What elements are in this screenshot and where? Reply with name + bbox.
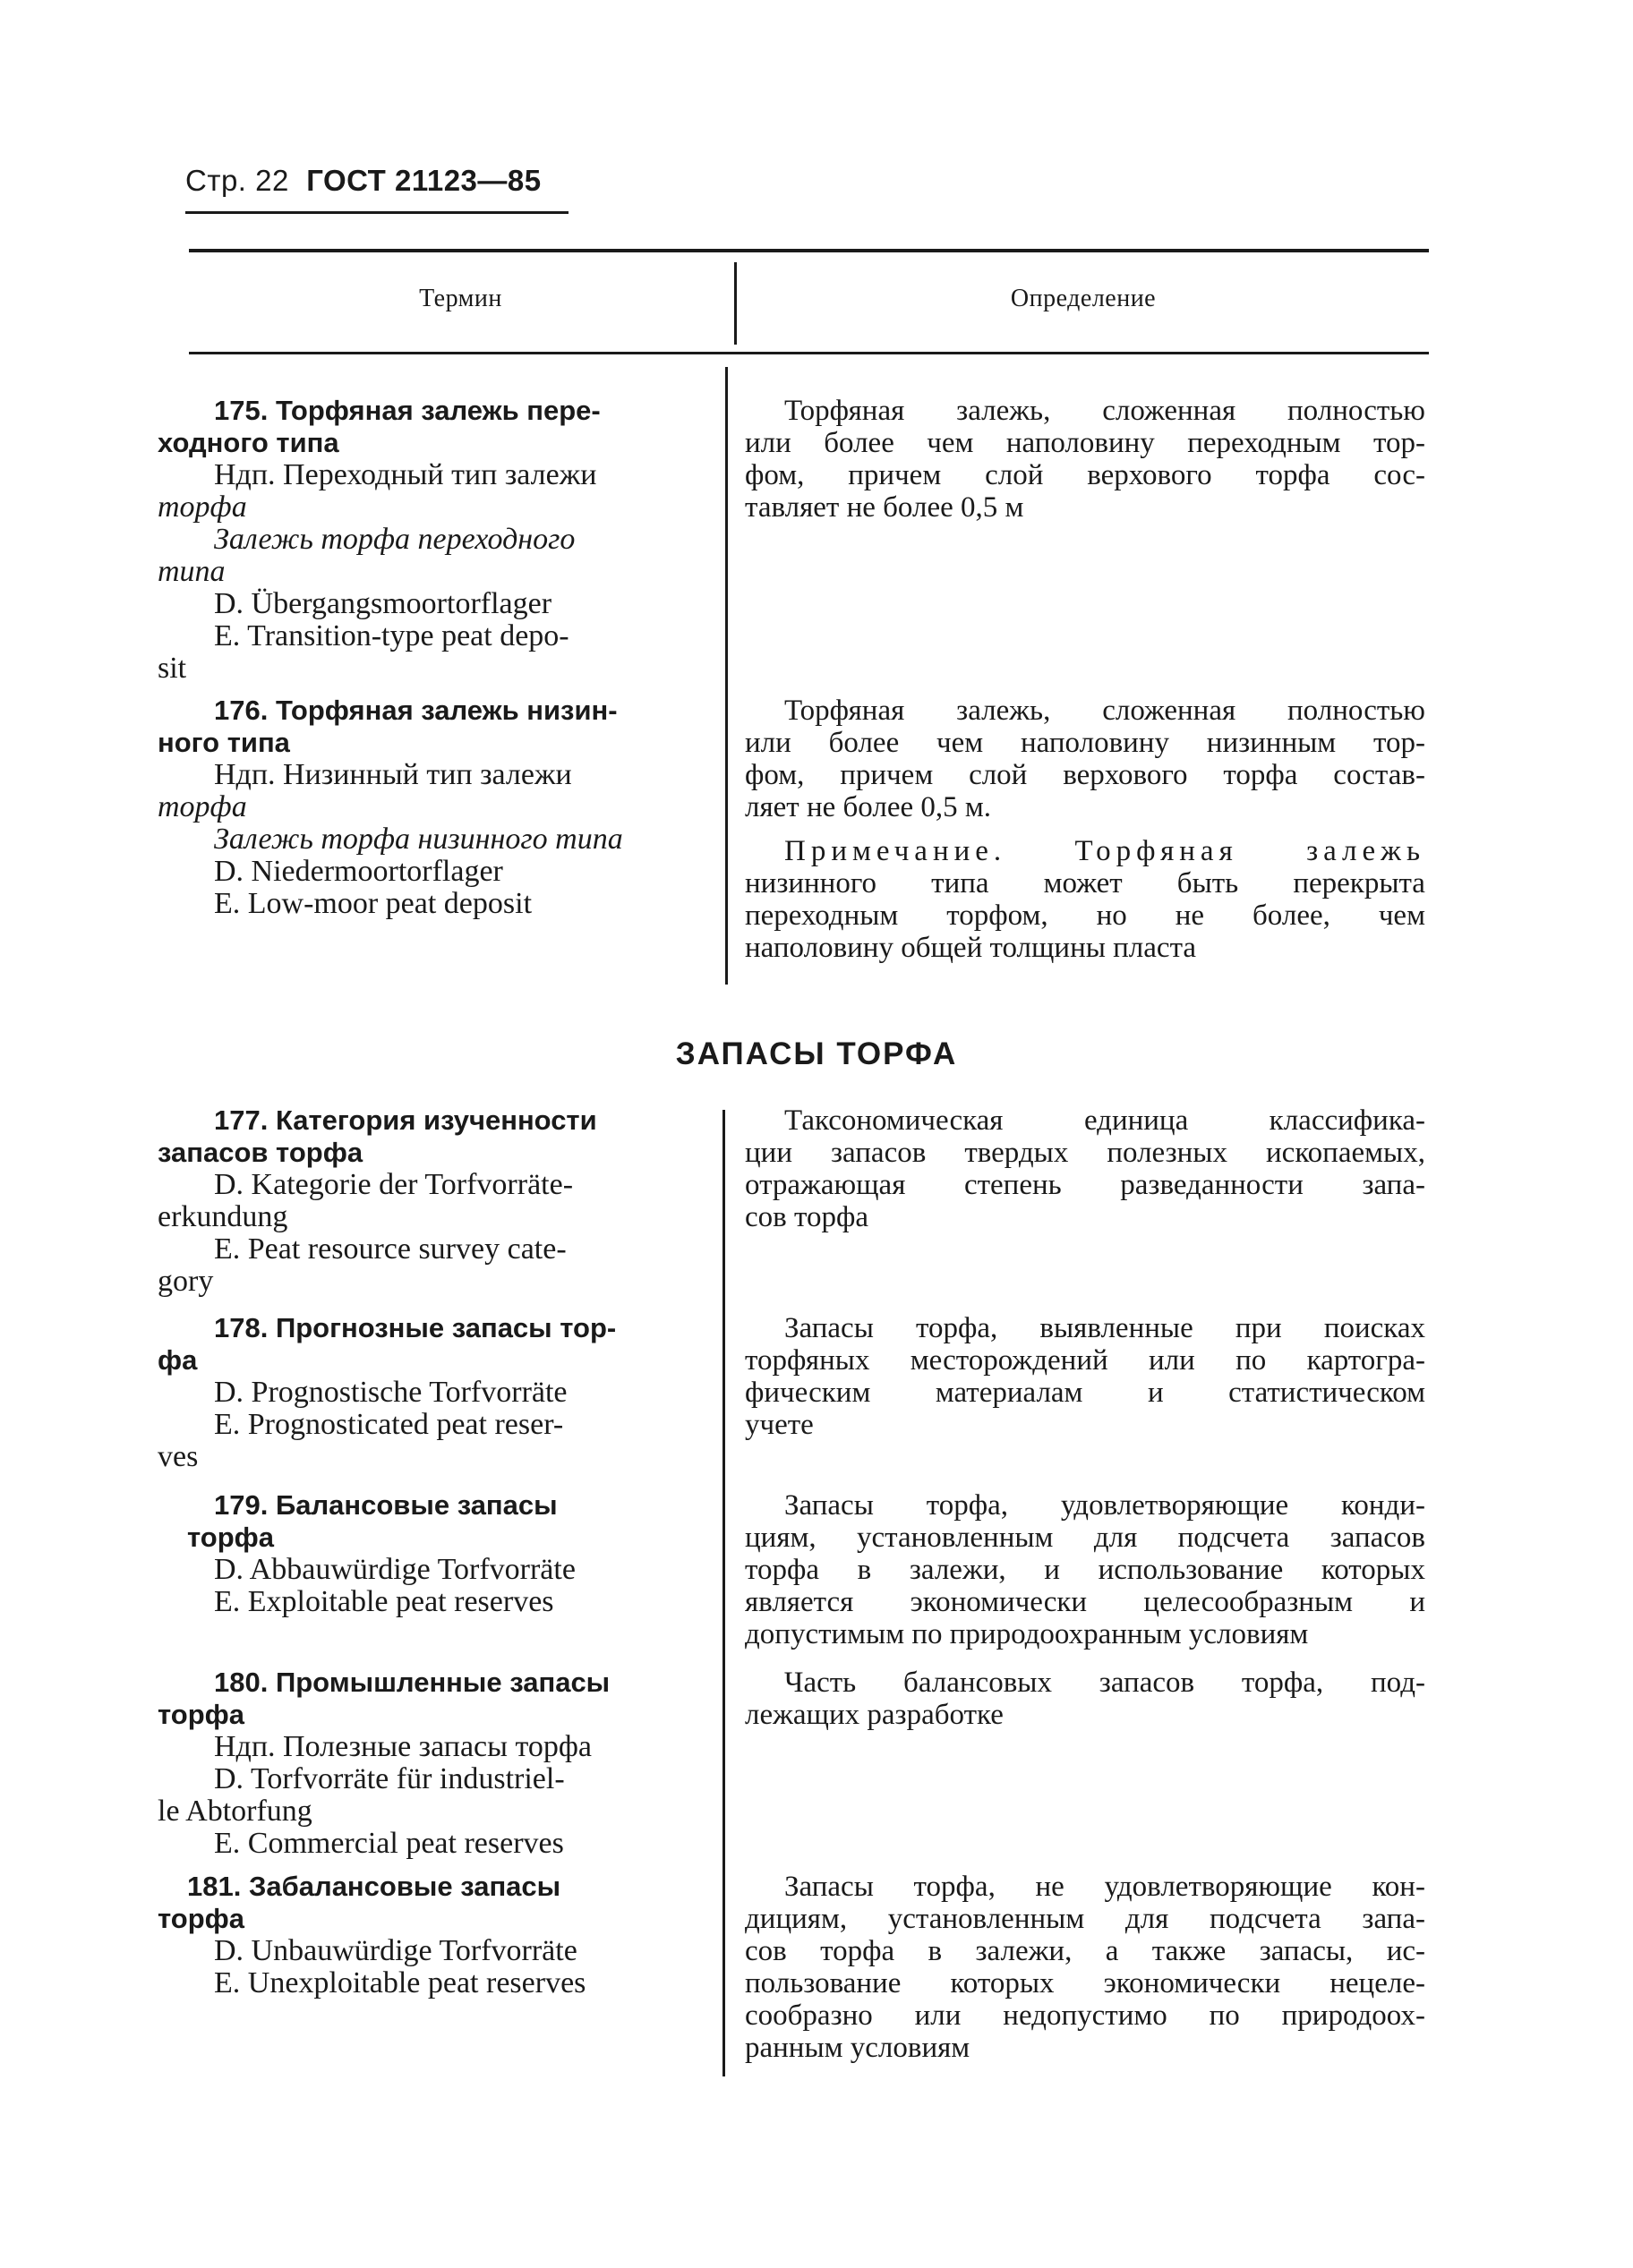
word: более <box>828 727 900 759</box>
word: не <box>1175 900 1205 932</box>
word: целесообразным <box>1143 1586 1353 1618</box>
word: экономически <box>910 1586 1088 1618</box>
word: чем <box>1378 900 1425 932</box>
term-en-cont: gory <box>158 1265 214 1298</box>
term-en: E. Peat resource survey cate- <box>214 1232 567 1266</box>
word: быть <box>1176 867 1239 900</box>
definition-line <box>745 727 1425 759</box>
word: торфа <box>820 1935 895 1967</box>
word: торфа <box>1255 459 1330 491</box>
term-title: торфа <box>158 1903 245 1934</box>
word: также <box>1151 1935 1227 1967</box>
word: по <box>1235 1344 1267 1377</box>
definition-line <box>745 1377 1425 1409</box>
term-181 <box>158 1871 695 1999</box>
word: дициям, <box>745 1903 848 1935</box>
word: Примечание. <box>784 835 1007 867</box>
definition-line <box>745 759 1425 791</box>
word: в <box>928 1935 943 1967</box>
word: степень <box>963 1169 1062 1201</box>
word: запасов <box>1099 1667 1195 1699</box>
definition-line <box>745 1137 1425 1169</box>
word: Часть <box>784 1667 857 1699</box>
term-npd-cont: торфа <box>158 790 247 823</box>
word: залежь, <box>956 695 1051 727</box>
term-175 <box>158 395 695 685</box>
term-title: торфа <box>187 1522 275 1553</box>
word: торфа <box>1223 759 1298 791</box>
definition-line <box>745 1967 1425 1999</box>
term-synonym-cont: типа <box>158 555 226 588</box>
word: слой <box>969 759 1028 791</box>
page-number: Стр. 22 <box>185 164 289 197</box>
word: сообразно <box>745 1999 873 2032</box>
word: торфа <box>745 1554 820 1586</box>
definition-line: сов торфа <box>745 1201 868 1233</box>
term-title: ного типа <box>158 727 290 758</box>
word: установленным <box>857 1522 1054 1554</box>
term-title: 181. Забалансовые запасы <box>187 1871 561 1902</box>
definition-line: лежащих разработке <box>745 1699 1004 1731</box>
word: верхового <box>1087 459 1212 491</box>
definition-line <box>745 1489 1425 1522</box>
definition-line <box>745 1554 1425 1586</box>
word: природоох- <box>1281 1999 1425 2032</box>
word: полностью <box>1287 695 1425 727</box>
column-header-term: Термин <box>419 285 502 312</box>
word: запа- <box>1362 1169 1425 1201</box>
term-title: ходного типа <box>158 427 339 458</box>
word: чем <box>927 427 974 459</box>
definition-line <box>745 427 1425 459</box>
word: или <box>1148 1344 1195 1377</box>
definition-line <box>745 1312 1425 1344</box>
word: пользование <box>745 1967 902 1999</box>
term-179 <box>158 1489 695 1618</box>
word: и <box>1147 1377 1164 1409</box>
word: картогра- <box>1306 1344 1425 1377</box>
word: фическим <box>745 1377 871 1409</box>
word: типа <box>931 867 989 900</box>
definition-175 <box>745 395 1425 524</box>
word: Торфяная <box>784 395 905 427</box>
definition-line <box>745 1935 1425 1967</box>
term-de: D. Abbauwürdige Torfvorräte <box>214 1553 576 1586</box>
word: сов <box>745 1935 787 1967</box>
column-divider-lower <box>722 1110 725 2076</box>
word: тор- <box>1372 427 1425 459</box>
definition-line <box>745 459 1425 491</box>
term-180 <box>158 1667 695 1860</box>
word: сложенная <box>1102 695 1236 727</box>
term-npd: Ндп. Переходный тип залежи <box>214 458 597 491</box>
word: Таксономическая <box>784 1104 1004 1137</box>
term-en: E. Low-moor peat deposit <box>214 887 533 920</box>
word: залежи, <box>909 1554 1006 1586</box>
definition-line <box>745 395 1425 427</box>
word: и <box>1409 1586 1425 1618</box>
word: удовлетворяющие <box>1060 1489 1289 1522</box>
term-en: E. Commercial peat reserves <box>214 1827 564 1860</box>
word: является <box>745 1586 854 1618</box>
word: кон- <box>1372 1871 1425 1903</box>
word: в <box>857 1554 872 1586</box>
word: разведанности <box>1120 1169 1304 1201</box>
word: наполовину <box>1021 727 1169 759</box>
term-en: E. Exploitable peat reserves <box>214 1585 554 1618</box>
word: использование <box>1098 1554 1284 1586</box>
word: более <box>824 427 894 459</box>
definition-line: допустимым по природоохранным условиям <box>745 1618 1309 1650</box>
word: выявленные <box>1039 1312 1193 1344</box>
definition-line <box>745 1586 1425 1618</box>
word: для <box>1093 1522 1138 1554</box>
note-176 <box>745 835 1425 964</box>
word: причем <box>848 459 942 491</box>
word: слой <box>985 459 1044 491</box>
word: состав- <box>1333 759 1425 791</box>
word: балансовых <box>903 1667 1052 1699</box>
word: торфяных <box>745 1344 870 1377</box>
word: верхового <box>1063 759 1188 791</box>
word: твердых <box>964 1137 1069 1169</box>
term-de: D. Übergangsmoortorflager <box>214 587 552 620</box>
word: для <box>1124 1903 1169 1935</box>
term-title: 176. Торфяная залежь низин- <box>214 695 618 726</box>
term-synonym: Залежь торфа низинного типа <box>214 823 623 856</box>
header-underline <box>185 211 569 214</box>
word: залежи, <box>975 1935 1073 1967</box>
word: запасов <box>831 1137 927 1169</box>
term-en-cont: ves <box>158 1440 199 1473</box>
definition-181 <box>745 1871 1425 2064</box>
term-title: 175. Торфяная залежь пере- <box>214 395 601 426</box>
definition-line: ранным условиям <box>745 2032 970 2064</box>
word: полностью <box>1287 395 1425 427</box>
word: при <box>1235 1312 1282 1344</box>
word: которых <box>950 1967 1055 1999</box>
word: может <box>1043 867 1123 900</box>
standard-code: ГОСТ 21123—85 <box>306 164 542 197</box>
word: подсчета <box>1177 1522 1290 1554</box>
word: перекрыта <box>1293 867 1425 900</box>
definition-line <box>745 1667 1425 1699</box>
word: недопустимо <box>1003 1999 1167 2032</box>
word: под- <box>1371 1667 1425 1699</box>
word: низинного <box>745 867 877 900</box>
word: фом, <box>745 459 805 491</box>
term-title: фа <box>158 1344 198 1376</box>
word: удовлетворяющие <box>1104 1871 1332 1903</box>
word: переходным <box>1187 427 1341 459</box>
term-en: E. Unexploitable peat reserves <box>214 1966 586 1999</box>
term-de: D. Prognostische Torfvorräte <box>214 1376 568 1409</box>
definition-line <box>745 1344 1425 1377</box>
term-178 <box>158 1312 695 1473</box>
column-header-definition: Определение <box>1010 285 1157 312</box>
definition-line <box>745 1903 1425 1935</box>
note-line: наполовину общей толщины пласта <box>745 932 1197 964</box>
note-line <box>745 867 1425 900</box>
word: экономически <box>1103 1967 1281 1999</box>
term-title: 178. Прогнозные запасы тор- <box>214 1312 617 1343</box>
term-176 <box>158 695 695 920</box>
definition-line: ляет не более 0,5 м. <box>745 791 992 823</box>
word: запасов <box>1329 1522 1425 1554</box>
word: отражающая <box>745 1169 906 1201</box>
word: Запасы <box>784 1489 874 1522</box>
word: но <box>1096 900 1127 932</box>
note-line <box>745 900 1425 932</box>
definition-line: тавляет не более 0,5 м <box>745 491 1024 524</box>
definition-176 <box>745 695 1425 823</box>
term-en: E. Prognosticated peat reser- <box>214 1408 564 1441</box>
definition-line <box>745 1871 1425 1903</box>
word: конди- <box>1341 1489 1425 1522</box>
word: не <box>1035 1871 1064 1903</box>
definition-177 <box>745 1104 1425 1233</box>
term-npd-cont: торфа <box>158 490 247 524</box>
word: или <box>745 427 791 459</box>
word: торфа, <box>1241 1667 1324 1699</box>
word: сос- <box>1373 459 1425 491</box>
term-en: E. Transition-type peat depo- <box>214 619 569 652</box>
term-de: D. Unbauwürdige Torfvorräte <box>214 1934 577 1967</box>
term-title: запасов торфа <box>158 1137 363 1168</box>
word: единица <box>1083 1104 1189 1137</box>
definition-line <box>745 1169 1425 1201</box>
definition-178 <box>745 1312 1425 1441</box>
word: полезных <box>1107 1137 1227 1169</box>
table-top-rule <box>189 249 1429 252</box>
definition-line <box>745 1999 1425 2032</box>
term-177 <box>158 1104 695 1298</box>
column-divider-head <box>734 262 737 345</box>
word: ископаемых, <box>1266 1137 1425 1169</box>
term-de: D. Torfvorräte für industriel- <box>214 1762 565 1795</box>
term-synonym: Залежь торфа переходного <box>214 523 576 556</box>
term-de-cont: le Abtorfung <box>158 1795 312 1828</box>
word: нецеле- <box>1329 1967 1425 1999</box>
word: классифика- <box>1269 1104 1425 1137</box>
term-de: D. Niedermoortorflager <box>214 855 503 888</box>
word: сложенная <box>1102 395 1236 427</box>
word: переходным <box>745 900 899 932</box>
word: Торфяная <box>784 695 905 727</box>
term-npd: Ндп. Низинный тип залежи <box>214 758 572 791</box>
word: более, <box>1253 900 1330 932</box>
word: статистическом <box>1228 1377 1425 1409</box>
word: Запасы <box>784 1871 874 1903</box>
word: наполовину <box>1005 427 1155 459</box>
term-title: торфа <box>158 1699 245 1730</box>
word: залежь <box>1306 835 1425 867</box>
definition-179 <box>745 1489 1425 1650</box>
term-title: 180. Промышленные запасы <box>214 1667 611 1698</box>
word: или <box>914 1999 962 2032</box>
word: а <box>1105 1935 1119 1967</box>
word: тор- <box>1373 727 1425 759</box>
word: Торфяная <box>1074 835 1238 867</box>
word: низинным <box>1206 727 1337 759</box>
page-header <box>185 164 542 198</box>
table-head-rule <box>189 352 1429 354</box>
word: фом, <box>745 759 805 791</box>
word: Запасы <box>784 1312 874 1344</box>
word: подсчета <box>1210 1903 1321 1935</box>
word: чем <box>936 727 984 759</box>
word: торфа, <box>926 1489 1008 1522</box>
note-line <box>745 835 1425 867</box>
term-de: D. Kategorie der Torfvorräte- <box>214 1168 574 1201</box>
word: установленным <box>887 1903 1085 1935</box>
word: ции <box>745 1137 792 1169</box>
word: или <box>745 727 791 759</box>
word: поисках <box>1323 1312 1425 1344</box>
word: торфом, <box>946 900 1048 932</box>
definition-line <box>745 1522 1425 1554</box>
term-en-cont: sit <box>158 652 187 685</box>
word: торфа, <box>913 1871 996 1903</box>
word: запасы, <box>1259 1935 1354 1967</box>
word: циям, <box>745 1522 816 1554</box>
word: которых <box>1321 1554 1425 1586</box>
definition-line <box>745 1104 1425 1137</box>
term-npd: Ндп. Полезные запасы торфа <box>214 1730 593 1763</box>
word: материалам <box>935 1377 1083 1409</box>
word: торфа, <box>916 1312 998 1344</box>
word: причем <box>840 759 934 791</box>
word: и <box>1044 1554 1060 1586</box>
term-title: 179. Балансовые запасы <box>214 1489 558 1521</box>
column-divider-upper <box>725 367 728 985</box>
definition-180 <box>745 1667 1425 1731</box>
word: месторождений <box>910 1344 1108 1377</box>
word: залежь, <box>956 395 1051 427</box>
word: ис- <box>1386 1935 1425 1967</box>
section-title: ЗАПАСЫ ТОРФА <box>675 1036 958 1071</box>
definition-line: учете <box>745 1409 814 1441</box>
word: запа- <box>1362 1903 1425 1935</box>
term-de-cont: erkundung <box>158 1200 288 1233</box>
word: по <box>1209 1999 1240 2032</box>
term-title: 177. Категория изученности <box>214 1104 597 1136</box>
definition-line <box>745 695 1425 727</box>
